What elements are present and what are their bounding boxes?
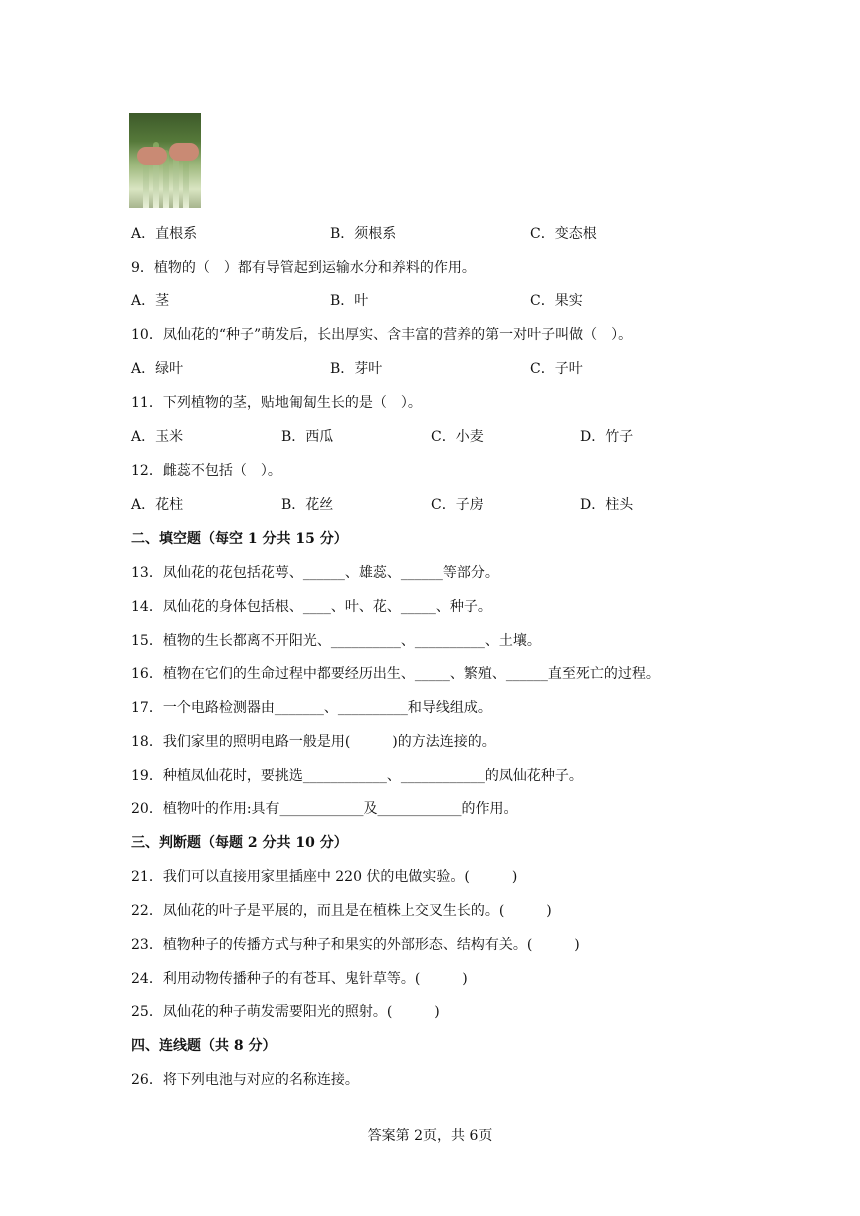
q9-stem: 9．植物的（ ）都有导管起到运输水分和养料的作用。 [131, 260, 476, 276]
q12-option-a: A．花柱 [131, 497, 184, 513]
q10-option-b: B．芽叶 [330, 361, 383, 377]
q11-option-a: A．玉米 [131, 429, 184, 445]
page-footer: 答案第 2页，共 6页 [367, 1128, 493, 1144]
q17: 17．一个电路检测器由_______、__________和导线组成。 [131, 700, 492, 716]
q8-option-a: A．直根系 [131, 226, 198, 242]
q26: 26．将下列电池与对应的名称连接。 [131, 1072, 359, 1088]
q12-stem: 12．雌蕊不包括（ ）。 [131, 463, 282, 479]
q12-option-c: C．子房 [431, 497, 484, 513]
q9-option-b: B．叶 [330, 293, 369, 309]
q14: 14．凤仙花的身体包括根、____、叶、花、_____、种子。 [131, 599, 492, 615]
section-fill-heading: 二、填空题（每空 1 分共 15 分） [131, 531, 348, 547]
q10-stem: 10．凤仙花的“种子”萌发后，长出厚实、含丰富的营养的第一对叶子叫做（ ）。 [131, 327, 633, 343]
q23: 23．植物种子的传播方式与种子和果实的外部形态、结构有关。( ) [131, 937, 580, 953]
q13: 13．凤仙花的花包括花萼、______、雄蕊、______等部分。 [131, 565, 499, 581]
q21: 21．我们可以直接用家里插座中 220 伏的电做实验。( ) [131, 869, 518, 885]
q16: 16．植物在它们的生命过程中都要经历出生、_____、繁殖、______直至死亡的过程。 [131, 666, 660, 682]
q9-option-a: A．茎 [131, 293, 170, 309]
q10-option-a: A．绿叶 [131, 361, 184, 377]
q18: 18．我们家里的照明电路一般是用( )的方法连接的。 [131, 734, 496, 750]
q10-option-c: C．子叶 [530, 361, 583, 377]
q11-option-c: C．小麦 [431, 429, 484, 445]
q24: 24．利用动物传播种子的有苍耳、鬼针草等。( ) [131, 971, 468, 987]
q19: 19．种植凤仙花时，要挑选____________、____________的凤仙花种子。 [131, 768, 583, 784]
q22: 22．凤仙花的叶子是平展的，而且是在植株上交叉生长的。( ) [131, 903, 552, 919]
q8-option-b: B．须根系 [330, 226, 397, 242]
q20: 20．植物叶的作用:具有____________及____________的作用。 [131, 801, 518, 817]
q11-option-d: D．竹子 [580, 429, 634, 445]
celery-photo [129, 113, 201, 208]
q12-option-d: D．柱头 [580, 497, 634, 513]
q9-option-c: C．果实 [530, 293, 583, 309]
q25: 25．凤仙花的种子萌发需要阳光的照射。( ) [131, 1004, 440, 1020]
q11-option-b: B．西瓜 [281, 429, 334, 445]
q12-option-b: B．花丝 [281, 497, 334, 513]
section-matching-heading: 四、连线题（共 8 分） [131, 1038, 277, 1054]
section-judge-heading: 三、判断题（每题 2 分共 10 分） [131, 835, 348, 851]
q11-stem: 11．下列植物的茎，贴地匍匐生长的是（ ）。 [131, 395, 422, 411]
q15: 15．植物的生长都离不开阳光、__________、__________、土壤。 [131, 633, 541, 649]
q8-option-c: C．变态根 [530, 226, 597, 242]
